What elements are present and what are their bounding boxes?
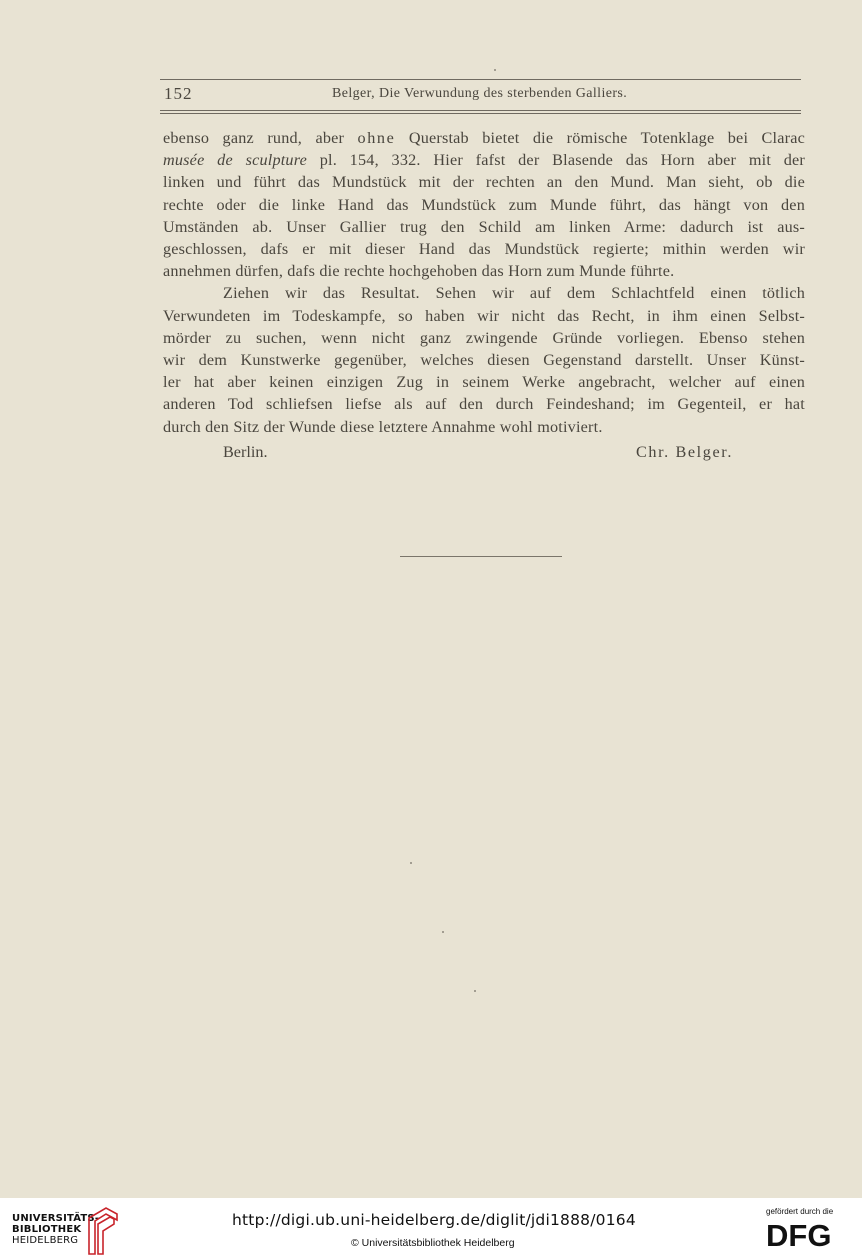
text-line-7: annehmen dürfen, dafs die rechte hochgehoben das Horn zum Munde führte. [163, 262, 675, 281]
text-line-1: ebenso ganz rund, aber ohne Querstab bietet die römische Totenklage bei Clarac [163, 129, 805, 147]
text-line-3: linken und führt das Mundstück mit der rechten an den Mund. Man sieht, ob die [163, 173, 805, 192]
paper-speck [442, 931, 444, 933]
text-line-8: Ziehen wir das Resultat. Sehen wir auf dem Schlachtfeld einen tötlich [223, 284, 805, 303]
dfg-logo: DFG [766, 1218, 832, 1253]
library-name-line-1: UNIVERSITÄTS- [12, 1213, 100, 1224]
running-head: Belger, Die Verwundung des sterbenden Galliers. [332, 86, 628, 101]
signature-author: Chr. Belger. [636, 443, 733, 461]
end-rule [400, 556, 562, 557]
library-logo-icon [86, 1204, 120, 1258]
text-line-13: anderen Tod schliefsen liefse als auf den durch Feindeshand; im Gegenteil, er hat [163, 395, 805, 414]
paper-speck [474, 990, 476, 992]
text-line-2: musée de sculpture pl. 154, 332. Hier fafst der Blasende das Horn aber mit der [163, 151, 805, 170]
header-rule-bottom [160, 110, 801, 114]
header-rule-top [160, 79, 801, 80]
text-line-4: rechte oder die linke Hand das Mundstück zum Munde führt, das hängt von den [163, 195, 805, 214]
text-line-11: wir dem Kunstwerke gegenüber, welches diesen Gegenstand darstellt. Unser Künst- [163, 351, 805, 370]
paper-speck [410, 862, 412, 864]
page-number: 152 [164, 84, 193, 103]
text-line-6: geschlossen, dafs er mit dieser Hand das Mundstück regierte; mithin werden wir [163, 240, 805, 259]
digitization-footer [0, 1198, 862, 1260]
text-line-10: mörder zu suchen, wenn nicht ganz zwingende Gründe vorliegen. Ebenso stehen [163, 328, 805, 347]
copyright-notice: © Universitätsbibliothek Heidelberg [351, 1237, 515, 1249]
text-line-14: durch den Sitz der Wunde diese letztere Annahme wohl motiviert. [163, 417, 603, 436]
library-name-line-2: BIBLIOTHEK [12, 1224, 82, 1235]
paper-speck [494, 69, 496, 71]
body-text [163, 127, 805, 438]
text-line-12: ler hat aber keinen einzigen Zug in seinem Werke angebracht, welcher auf einen [163, 373, 805, 392]
page-header [164, 84, 804, 106]
text-line-5: Umständen ab. Unser Gallier trug den Schild am linken Arme: dadurch ist aus- [163, 217, 805, 236]
source-url[interactable]: http://digi.ub.uni-heidelberg.de/diglit/jdi1888/0164 [232, 1211, 636, 1229]
library-name-line-3: HEIDELBERG [12, 1235, 79, 1246]
signature-place: Berlin. [223, 443, 268, 461]
dfg-caption: gefördert durch die [766, 1207, 834, 1216]
text-line-9: Verwundeten im Todeskampfe, so haben wir nicht das Recht, in ihm einen Selbst- [163, 306, 805, 325]
